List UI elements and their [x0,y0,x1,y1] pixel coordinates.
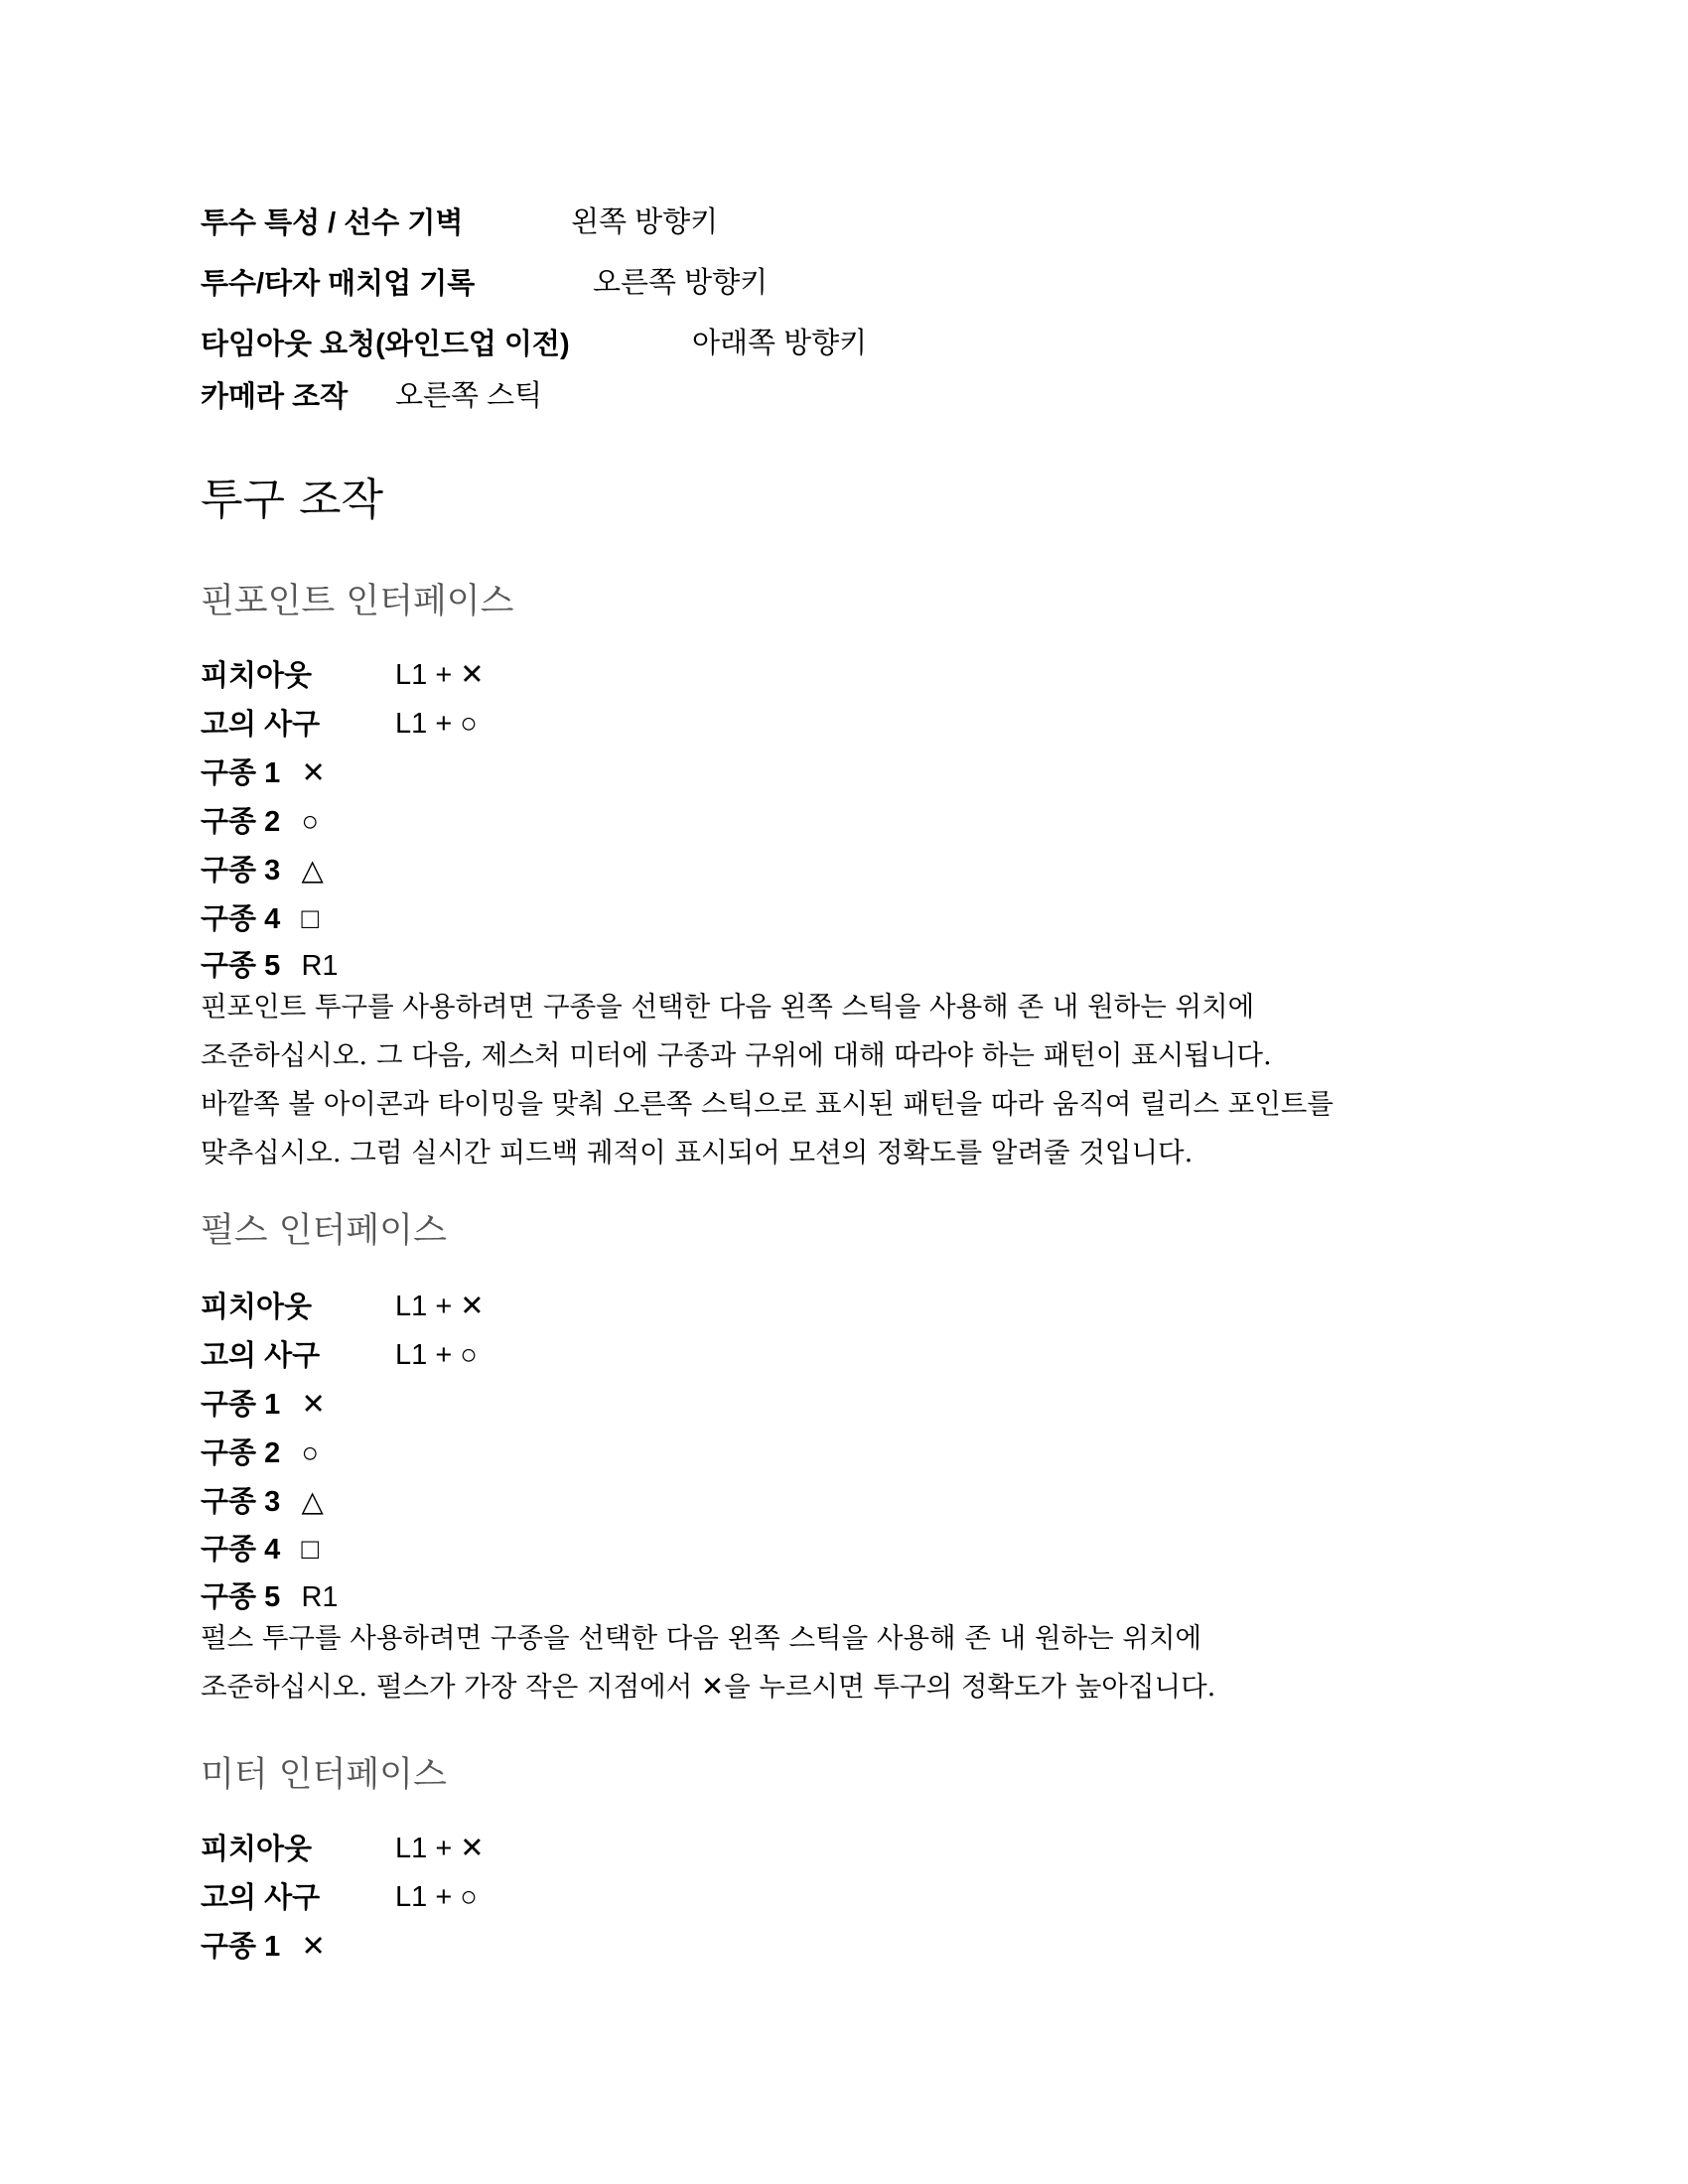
control-label: 고의 사구 [201,1882,321,1914]
meter-row-intentional-walk [201,1877,478,1918]
control-label: 구종 2 [201,806,281,838]
control-label: 구종 3 [201,1486,281,1518]
paragraph-line: 조준하십시오. 그 다음, 제스처 미터에 구종과 구위에 대해 따라야 하는 패턴이 표시됩니다. [201,1039,1272,1071]
control-label: 구종 1 [201,1389,281,1421]
control-label: 구종 3 [201,855,281,887]
paragraph-line: 맞추십시오. 그럼 실시간 피드백 궤적이 표시되어 모션의 정확도를 알려줄 것입니다. [201,1137,1194,1168]
pulse-row-pitch-1 [201,1384,326,1425]
pulse-row-pitchout [201,1287,485,1327]
control-key: R1 [301,950,339,982]
control-key: 왼쪽 방향키 [571,206,719,238]
control-key: △ [301,855,324,887]
control-key: 오른쪽 스틱 [395,380,543,412]
control-label: 고의 사구 [201,1340,321,1372]
control-key: ✕ [301,1389,326,1421]
pulse-row-pitch-3 [201,1481,324,1522]
pinpoint-row-pitch-1 [201,752,326,793]
control-key: R1 [301,1581,339,1613]
meter-row-pitchout [201,1829,485,1869]
control-label: 구종 5 [201,1581,281,1613]
pinpoint-row-pitch-4 [201,898,319,939]
control-key: □ [301,903,319,935]
paragraph-line: 바깥쪽 볼 아이콘과 타이밍을 맞춰 오른쪽 스틱으로 표시된 패턴을 따라 움직여 릴리스 포인트를 [201,1088,1334,1120]
control-key: L1 + ✕ [395,1291,485,1322]
control-label: 구종 2 [201,1437,281,1469]
control-label: 구종 4 [201,903,281,935]
control-key: ○ [301,806,319,838]
control-key: ○ [301,1437,319,1469]
paragraph-line: 조준하십시오. 펄스가 가장 작은 지점에서 ✕을 누르시면 투구의 정확도가 높아집니다. [201,1671,1216,1703]
control-label: 피치아웃 [201,1292,313,1323]
control-label: 투수/타자 매치업 기록 [201,268,476,300]
control-label: 구종 1 [201,757,281,789]
pinpoint-title: 핀포인트 인터페이스 [201,582,514,621]
control-label: 고의 사구 [201,709,321,741]
pulse-paragraph [201,1614,1511,1711]
control-key: L1 + ✕ [395,659,485,691]
control-key: △ [301,1486,324,1518]
paragraph-line: 핀포인트 투구를 사용하려면 구종을 선택한 다음 왼쪽 스틱을 사용해 존 내 원하는 위치에 [201,991,1255,1023]
control-label: 피치아웃 [201,1834,313,1865]
control-label: 투수 특성 / 선수 기벽 [201,207,464,239]
pinpoint-row-pitch-5 [201,945,339,986]
pulse-row-intentional-walk [201,1335,478,1376]
meter-title: 미터 인터페이스 [201,1755,447,1795]
control-row-timeout [201,324,868,364]
control-label: 피치아웃 [201,660,313,692]
control-key: □ [301,1534,319,1566]
section-title: 투구 조작 [201,475,384,525]
pulse-row-pitch-4 [201,1529,319,1570]
pinpoint-row-pitch-2 [201,801,319,842]
paragraph-line: 펄스 투구를 사용하려면 구종을 선택한 다음 왼쪽 스틱을 사용해 존 내 원하는 위치에 [201,1622,1202,1654]
meter-row-pitch-1 [201,1926,326,1967]
pulse-title: 펄스 인터페이스 [201,1211,447,1251]
control-row-pitcher-traits [201,203,719,243]
control-key: L1 + ○ [395,1339,478,1371]
pinpoint-row-pitch-3 [201,850,324,890]
control-label: 구종 5 [201,950,281,982]
pulse-row-pitch-2 [201,1433,319,1473]
pinpoint-paragraph [201,983,1511,1177]
control-key: 아래쪽 방향키 [692,328,868,359]
control-key: L1 + ○ [395,1881,478,1913]
control-label: 카메라 조작 [201,381,349,413]
control-key: 오른쪽 방향키 [593,267,769,299]
pinpoint-row-pitchout [201,655,485,696]
pinpoint-row-intentional-walk [201,704,478,745]
control-row-camera [201,376,543,417]
control-row-matchup [201,263,769,304]
control-label: 구종 4 [201,1534,281,1566]
control-key: ✕ [301,1931,326,1963]
control-label: 타임아웃 요청(와인드업 이전) [201,329,570,360]
control-key: L1 + ○ [395,708,478,740]
control-key: L1 + ✕ [395,1833,485,1864]
control-key: ✕ [301,757,326,789]
pulse-row-pitch-5 [201,1576,339,1617]
control-label: 구종 1 [201,1931,281,1963]
